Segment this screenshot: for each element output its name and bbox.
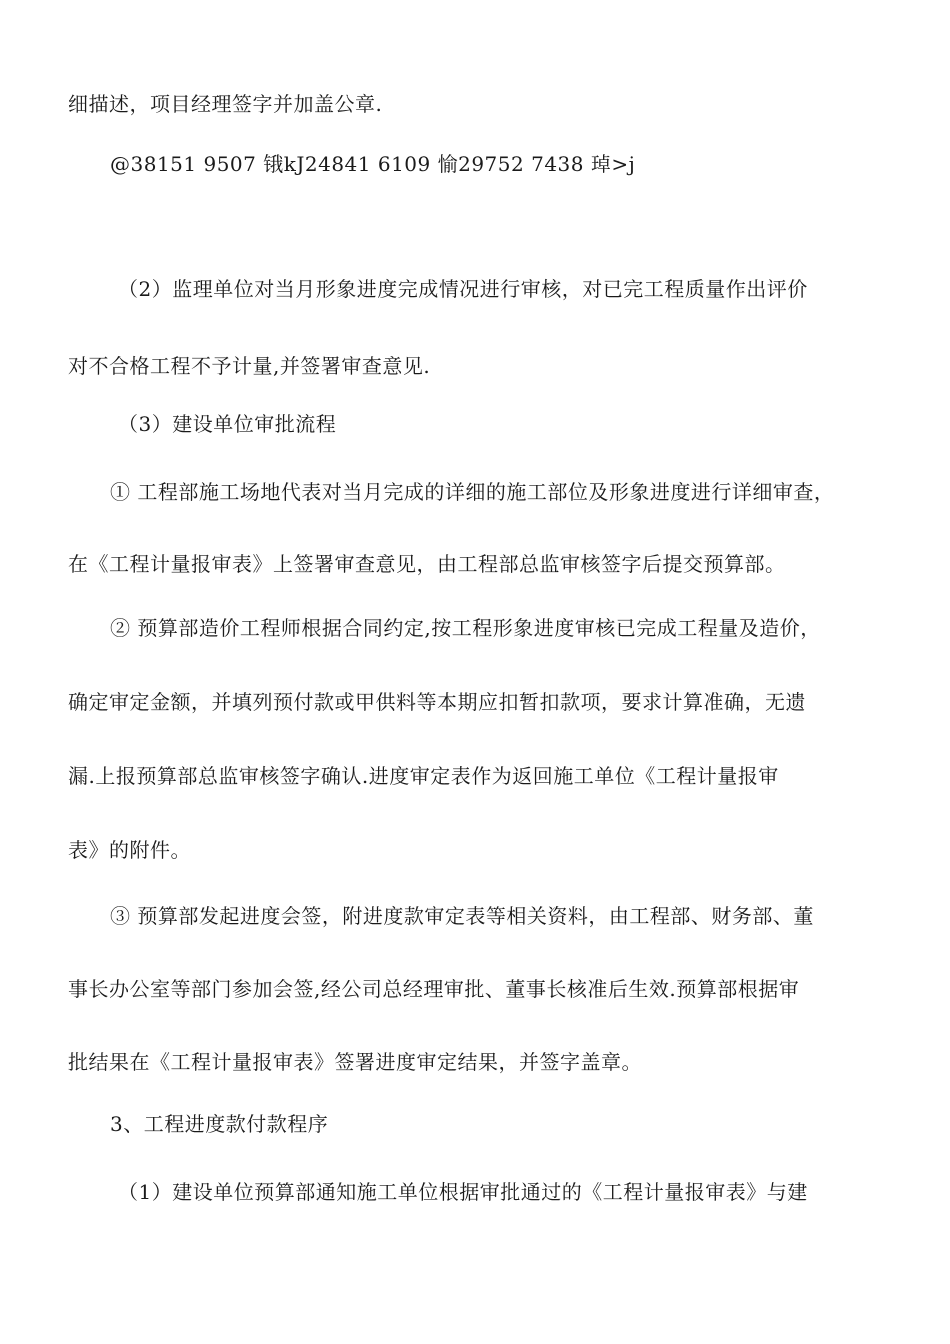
section-heading: 3、工程进度款付款程序 (110, 1112, 329, 1136)
paragraph-line: ③ 预算部发起进度会签，附进度款审定表等相关资料，由工程部、财务部、董 (110, 904, 814, 928)
garbled-code-line: @38151 9507 锇kJ24841 6109 愉29752 7438 琸>j (110, 152, 636, 176)
paragraph-line: （2）监理单位对当月形象进度完成情况进行审核，对已完工程质量作出评价 (118, 277, 808, 301)
paragraph-line: 细描述，项目经理签字并加盖公章. (68, 92, 383, 116)
paragraph-line: （1）建设单位预算部通知施工单位根据审批通过的《工程计量报审表》与建 (118, 1180, 808, 1204)
paragraph-line: 批结果在《工程计量报审表》签署进度审定结果，并签字盖章。 (68, 1050, 642, 1074)
paragraph-line: 在《工程计量报审表》上签署审查意见，由工程部总监审核签字后提交预算部。 (68, 552, 786, 576)
paragraph-line: 事长办公室等部门参加会签,经公司总经理审批、董事长核准后生效.预算部根据审 (68, 977, 800, 1001)
paragraph-line: 漏.上报预算部总监审核签字确认.进度审定表作为返回施工单位《工程计量报审 (68, 764, 779, 788)
paragraph-line: 确定审定金额，并填列预付款或甲供料等本期应扣暂扣款项，要求计算准确，无遗 (68, 690, 806, 714)
paragraph-line: ① 工程部施工场地代表对当月完成的详细的施工部位及形象进度进行详细审查， (110, 480, 835, 504)
paragraph-line: 表》的附件。 (68, 838, 191, 862)
section-heading: （3）建设单位审批流程 (118, 412, 337, 436)
paragraph-line: ② 预算部造价工程师根据合同约定,按工程形象进度审核已完成工程量及造价， (110, 616, 821, 640)
paragraph-line: 对不合格工程不予计量,并签署审查意见. (68, 354, 431, 378)
